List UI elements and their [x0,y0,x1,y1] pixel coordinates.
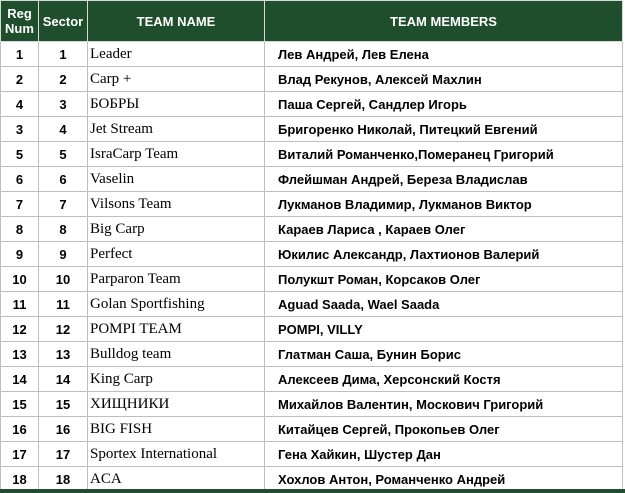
team-name-cell: Bulldog team [88,342,265,367]
team-name-cell: ХИЩНИКИ [88,392,265,417]
sector-cell: 15 [39,392,88,417]
table-row [1,167,623,192]
sector-cell: 11 [39,292,88,317]
team-name-cell: Sportex International [88,442,265,467]
team-name-cell: IsraCarp Team [88,142,265,167]
reg-num-cell: 7 [1,192,39,217]
header-row [1,1,623,42]
table-row [1,367,623,392]
bottom-border [0,489,625,493]
header-team-members: TEAM MEMBERS [265,1,623,42]
sector-cell: 3 [39,92,88,117]
sector-cell: 14 [39,367,88,392]
header-reg-num: Reg Num [1,1,39,42]
team-name-cell: Parparon Team [88,267,265,292]
sector-cell: 10 [39,267,88,292]
reg-num-cell: 1 [1,42,39,67]
reg-num-cell: 18 [1,467,39,492]
sector-cell: 6 [39,167,88,192]
reg-num-cell: 10 [1,267,39,292]
team-name-cell: Carp + [88,67,265,92]
sector-cell: 1 [39,42,88,67]
table-row [1,442,623,467]
table-row [1,242,623,267]
reg-num-cell: 6 [1,167,39,192]
table-row [1,117,623,142]
sector-cell: 18 [39,467,88,492]
header-sector: Sector [39,1,88,42]
team-name-cell: Vilsons Team [88,192,265,217]
sector-cell: 9 [39,242,88,267]
team-members-cell: Гена Хайкин, Шустер Дан [265,442,623,467]
table-row [1,67,623,92]
team-members-cell: Алексеев Дима, Херсонский Костя [265,367,623,392]
team-members-cell: Полукшт Роман, Корсаков Олег [265,267,623,292]
sector-cell: 17 [39,442,88,467]
sector-cell: 16 [39,417,88,442]
team-members-cell: Aguad Saada, Wael Saada [265,292,623,317]
table-row [1,292,623,317]
team-members-cell: Бригоренко Николай, Питецкий Евгений [265,117,623,142]
sector-cell: 12 [39,317,88,342]
reg-num-cell: 12 [1,317,39,342]
team-name-cell: Perfect [88,242,265,267]
team-members-cell: Флейшман Андрей, Береза Владислав [265,167,623,192]
team-members-cell: Паша Сергей, Сандлер Игорь [265,92,623,117]
team-name-cell: Leader [88,42,265,67]
team-members-cell: Лукманов Владимир, Лукманов Виктор [265,192,623,217]
table-row [1,467,623,492]
team-name-cell: Big Carp [88,217,265,242]
team-name-cell: POMPI TEAM [88,317,265,342]
table-row [1,417,623,442]
reg-num-cell: 9 [1,242,39,267]
sector-cell: 2 [39,67,88,92]
reg-num-cell: 8 [1,217,39,242]
team-name-cell: БОБРЫ [88,92,265,117]
table-row [1,92,623,117]
sector-cell: 7 [39,192,88,217]
team-name-cell: ACA [88,467,265,492]
team-members-cell: Китайцев Сергей, Прокопьев Олег [265,417,623,442]
team-members-cell: Влад Рекунов, Алексей Махлин [265,67,623,92]
table-row [1,392,623,417]
team-members-cell: Михайлов Валентин, Москович Григорий [265,392,623,417]
team-members-cell: Юкилис Александр, Лахтионов Валерий [265,242,623,267]
team-members-cell: Глатман Саша, Бунин Борис [265,342,623,367]
reg-num-cell: 13 [1,342,39,367]
reg-num-cell: 15 [1,392,39,417]
reg-num-cell: 11 [1,292,39,317]
reg-num-cell: 3 [1,117,39,142]
reg-num-cell: 16 [1,417,39,442]
table-row [1,342,623,367]
table-row [1,42,623,67]
team-name-cell: Jet Stream [88,117,265,142]
team-members-cell: Хохлов Антон, Романченко Андрей [265,467,623,492]
reg-num-cell: 2 [1,67,39,92]
header-team-name: TEAM NAME [88,1,265,42]
team-members-cell: Лев Андрей, Лев Елена [265,42,623,67]
sector-cell: 8 [39,217,88,242]
team-members-cell: Виталий Романченко,Померанец Григорий [265,142,623,167]
sector-cell: 13 [39,342,88,367]
table-row [1,317,623,342]
team-name-cell: Vaselin [88,167,265,192]
table-row [1,142,623,167]
sector-cell: 4 [39,117,88,142]
reg-num-cell: 17 [1,442,39,467]
table-row [1,217,623,242]
reg-num-cell: 4 [1,92,39,117]
sector-cell: 5 [39,142,88,167]
team-name-cell: King Carp [88,367,265,392]
table-row [1,267,623,292]
reg-num-cell: 5 [1,142,39,167]
table-row [1,192,623,217]
reg-num-cell: 14 [1,367,39,392]
team-name-cell: BIG FISH [88,417,265,442]
team-members-cell: POMPI, VILLY [265,317,623,342]
table-body [1,42,623,492]
team-members-cell: Караев Лариса , Караев Олег [265,217,623,242]
team-name-cell: Golan Sportfishing [88,292,265,317]
